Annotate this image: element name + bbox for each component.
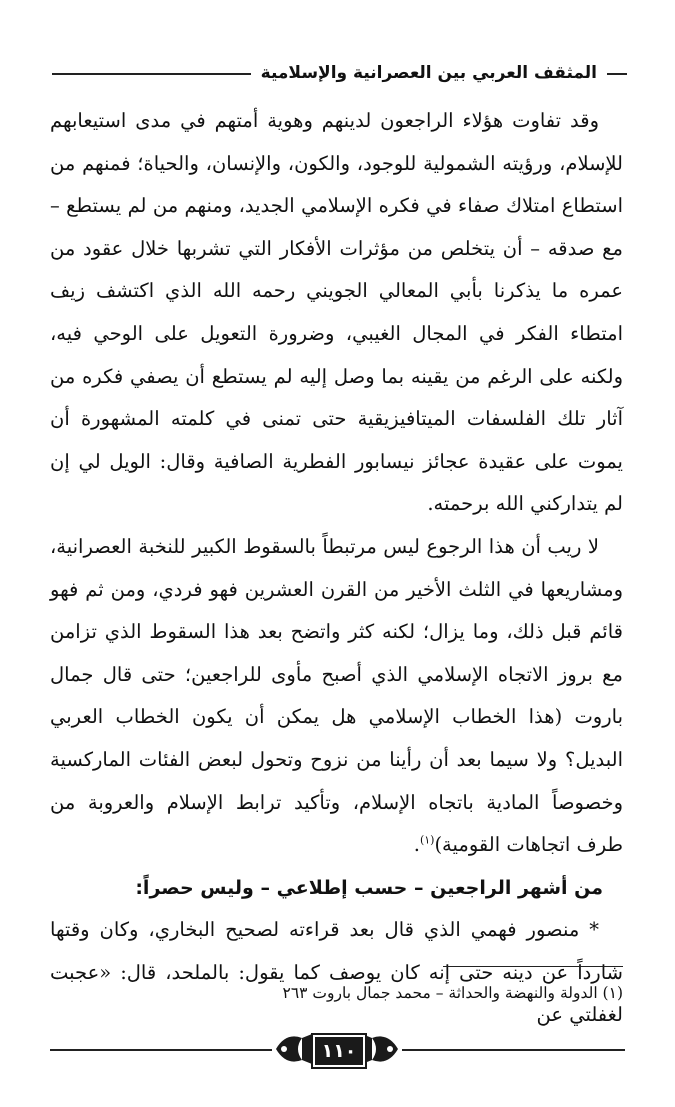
paragraph-3: * منصور فهمي الذي قال بعد قراءته لصحيح البخاري، وكان وقتها شارداً عن دينه حتى إنه كان يوصف كما يقول: بالملحد، قال: «عجبت لغفلتي عن [50,918,623,1027]
page-number-ornament [0,1022,675,1082]
header-title: المثقف العربي بين العصرانية والإسلامية [251,58,607,88]
running-header [52,58,627,90]
footnote-rule [443,966,623,967]
page-number: ١١٠ [313,1035,365,1067]
ornament-frame [272,1028,402,1070]
body-text [50,100,623,1037]
footnote-ref: (١) [419,833,435,847]
section-subheading: من أشهر الراجعين – حسب إطلاعي – وليس حصراً: [135,876,603,899]
paragraph-1: وقد تفاوت هؤلاء الراجعون لدينهم وهوية أمتهم في مدى استيعابهم للإسلام، ورؤيته الشمولية للوجود، والكون، والإنسان، والحياة؛ فمنهم من استطاع امتلاك صفاء في فكره الإسلامي الجديد، ومنهم من لم يستطع – مع صدقه – أن يتخلص من مؤثرات الأفكار التي تشربها خلال عقود من عمره ما يذكرنا بأبي المعالي الجويني رحمه الله الذي اكتشف زيف امتطاء الفكر في المجال الغيبي، وضرورة التعويل على الوحي فيه، ولكنه على الرغم من يقينه بما وصل إليه لم يستطع أن يصفي فكره من آثار تلك الفلسفات الميتافيزيقية حتى تمنى في كلمته المشهورة أن يموت على عقيدة عجائز نيسابور الفطرية الصافية وقال: الويل لي إن لم يتداركني الله برحمته. [50,109,623,516]
paragraph-2-end: . [413,833,420,857]
paragraph-2 [50,526,623,867]
footnote: (١) الدولة والنهضة والحداثة – محمد جمال باروت ٢٦٣ [282,984,623,1002]
paragraph-2-text: لا ريب أن هذا الرجوع ليس مرتبطاً بالسقوط الكبير للنخبة العصرانية، ومشاريعها في الثلث الأخير من القرن العشرين فهو فردي، ومن ثم فهو قائم قبل ذلك، وما يزال؛ لكنه كثر واتضح بعد هذا السقوط الذي تزامن مع بروز الاتجاه الإسلامي الذي أصبح مأوى للراجعين؛ حتى قال جمال باروت (هذا الخطاب الإسلامي هل يمكن أن يكون الخطاب العربي البديل؟ ولا سيما بعد أن رأينا من نزوح وتحول لبعض الفئات الماركسية وخصوصاً المادية باتجاه الإسلام، وتأكيد ترابط الإسلام والعروبة من طرف اتجاهات القومية) [50,534,623,857]
